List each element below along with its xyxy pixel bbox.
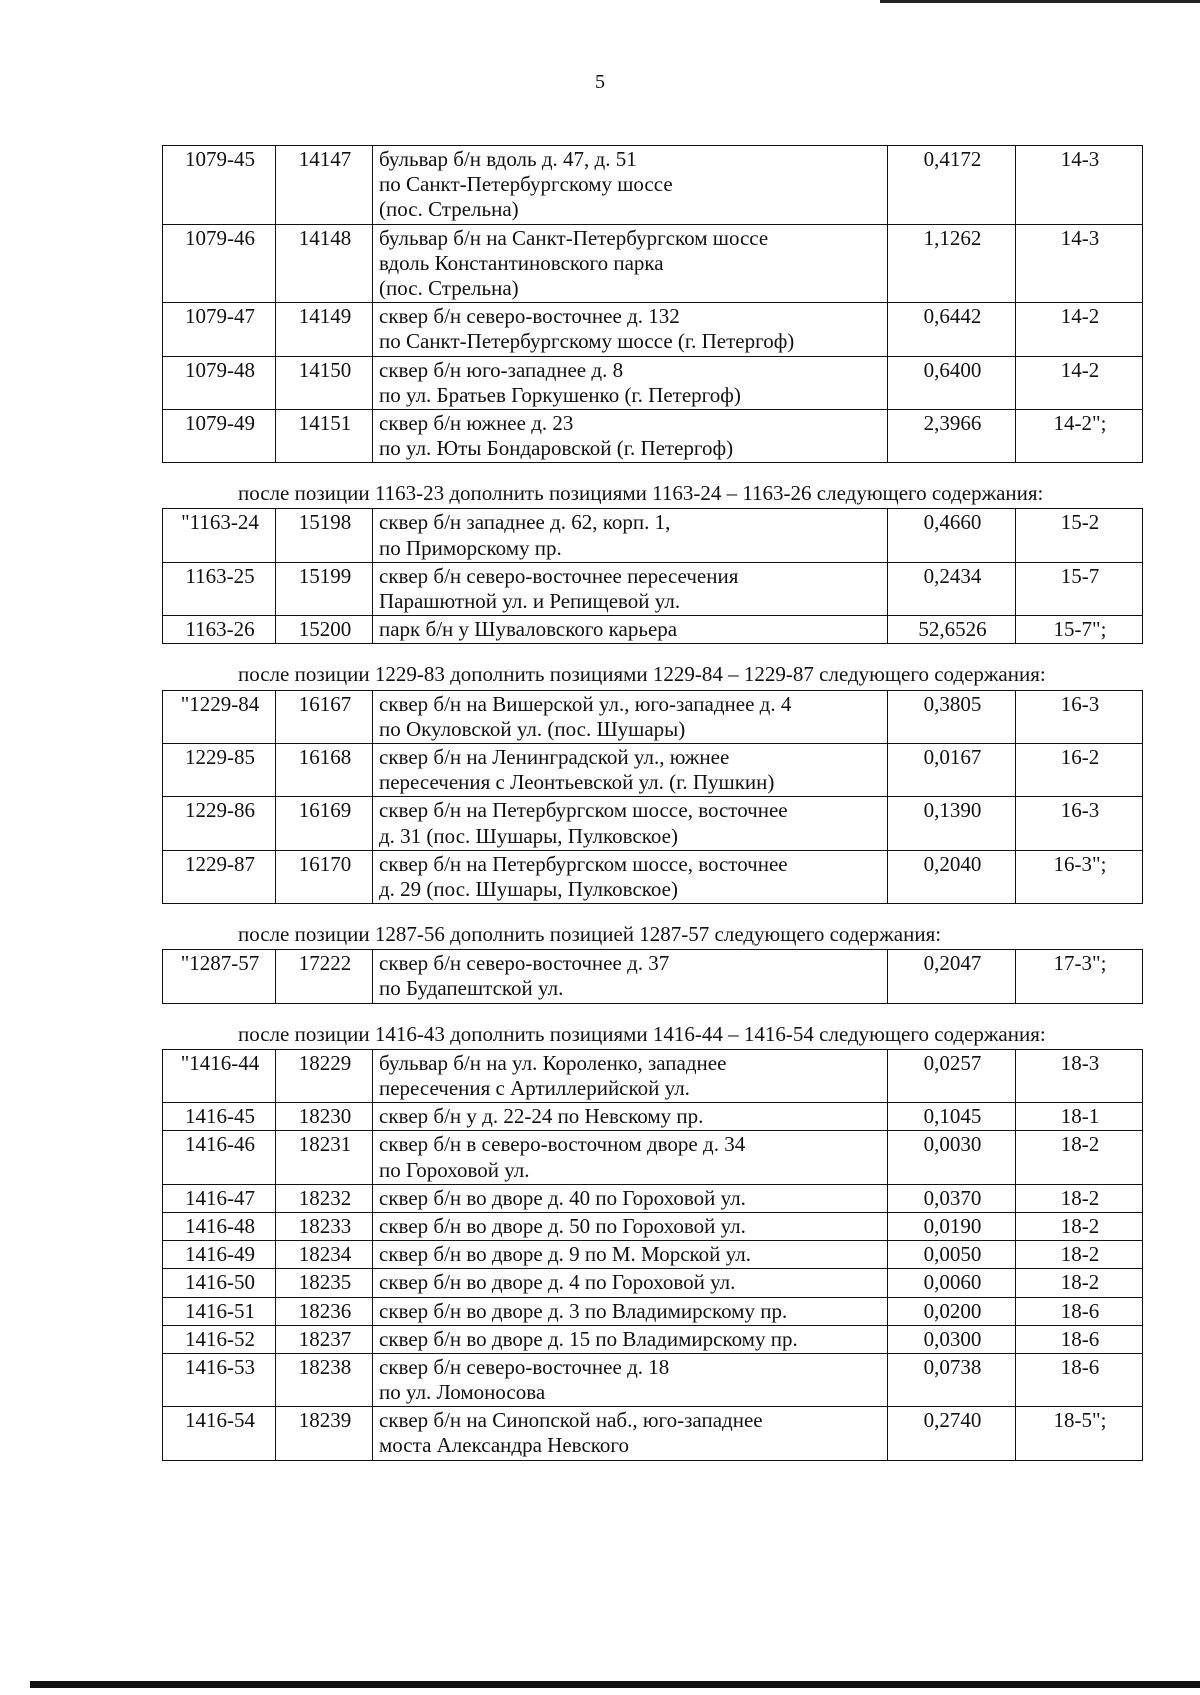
object-number: 18231	[276, 1131, 373, 1184]
description-line: (пос. Стрельна)	[379, 197, 519, 222]
zone-code: 14-2	[1016, 356, 1143, 409]
object-number: 14150	[276, 356, 373, 409]
area-value: 0,0190	[888, 1212, 1016, 1240]
document-body	[162, 145, 1142, 1461]
position-code: "1416-44	[163, 1049, 276, 1102]
description-line: сквер б/н во дворе д. 4 по Гороховой ул.	[379, 1270, 736, 1295]
table-row	[163, 1353, 1143, 1406]
description-line: д. 29 (пос. Шушары, Пулковское)	[379, 876, 678, 901]
description-line: сквер б/н во дворе д. 15 по Владимирскому пр.	[379, 1326, 798, 1351]
area-value: 0,3805	[888, 690, 1016, 743]
object-number: 14149	[276, 303, 373, 356]
description-line: сквер б/н северо-восточнее д. 37	[379, 951, 670, 976]
description-line: сквер б/н северо-восточнее пересечения	[379, 563, 739, 588]
position-code: 1416-47	[163, 1184, 276, 1212]
zone-code: 16-2	[1016, 743, 1143, 796]
zone-code: 18-2	[1016, 1241, 1143, 1269]
description-line: бульвар б/н на Санкт-Петербургском шоссе	[379, 225, 769, 250]
object-number: 18237	[276, 1325, 373, 1353]
area-value: 0,4172	[888, 146, 1016, 225]
table-row	[163, 797, 1143, 850]
object-description	[373, 1407, 888, 1460]
object-number: 18230	[276, 1103, 373, 1131]
positions-table	[162, 508, 1143, 644]
table-row	[163, 562, 1143, 615]
position-code: "1163-24	[163, 509, 276, 562]
table-row	[163, 690, 1143, 743]
table-row	[163, 409, 1143, 462]
object-number: 15199	[276, 562, 373, 615]
position-code: 1416-45	[163, 1103, 276, 1131]
table-row	[163, 1049, 1143, 1102]
zone-code: 15-7";	[1016, 616, 1143, 644]
object-number: 15200	[276, 616, 373, 644]
object-number: 18229	[276, 1049, 373, 1102]
description-line: сквер б/н южнее д. 23	[379, 410, 574, 435]
object-description	[373, 616, 888, 644]
area-value: 0,2434	[888, 562, 1016, 615]
object-description	[373, 1131, 888, 1184]
zone-code: 17-3";	[1016, 950, 1143, 1003]
description-line: бульвар б/н на ул. Короленко, западнее	[379, 1050, 727, 1075]
table-row	[163, 146, 1143, 225]
area-value: 0,6442	[888, 303, 1016, 356]
description-line: по Приморскому пр.	[379, 535, 562, 560]
object-description	[373, 146, 888, 225]
description-line: по Окуловской ул. (пос. Шушары)	[379, 716, 686, 741]
description-line: сквер б/н во дворе д. 3 по Владимирскому пр.	[379, 1298, 788, 1323]
table-row	[163, 950, 1143, 1003]
area-value: 0,2040	[888, 850, 1016, 903]
object-description	[373, 356, 888, 409]
description-line: парк б/н у Шуваловского карьера	[379, 617, 678, 642]
zone-code: 14-3	[1016, 146, 1143, 225]
table-row	[163, 509, 1143, 562]
zone-code: 18-5";	[1016, 1407, 1143, 1460]
zone-code: 14-2";	[1016, 409, 1143, 462]
description-line: сквер б/н на Ленинградской ул., южнее	[379, 744, 730, 769]
area-value: 0,0050	[888, 1241, 1016, 1269]
area-value: 0,1390	[888, 797, 1016, 850]
position-code: 1416-54	[163, 1407, 276, 1460]
position-code: 1079-45	[163, 146, 276, 225]
object-description	[373, 303, 888, 356]
area-value: 0,0060	[888, 1269, 1016, 1297]
section-intro: после позиции 1287-56 дополнить позицией 1287-57 следующего содержания:	[238, 922, 942, 947]
area-value: 0,6400	[888, 356, 1016, 409]
object-description	[373, 797, 888, 850]
section-intro: после позиции 1229-83 дополнить позициями 1229-84 – 1229-87 следующего содержания:	[238, 662, 1046, 687]
object-description	[373, 1212, 888, 1240]
page-number: 5	[595, 71, 605, 93]
description-line: пересечения с Артиллерийской ул.	[379, 1076, 690, 1100]
description-line: сквер б/н северо-восточнее д. 132	[379, 304, 680, 329]
description-line: вдоль Константиновского парка	[379, 250, 664, 275]
area-value: 1,1262	[888, 224, 1016, 303]
zone-code: 18-2	[1016, 1131, 1143, 1184]
description-line: сквер б/н на Вишерской ул., юго-западнее д. 4	[379, 691, 792, 716]
area-value: 2,3966	[888, 409, 1016, 462]
object-number: 15198	[276, 509, 373, 562]
position-code: 1163-26	[163, 616, 276, 644]
position-code: 1416-51	[163, 1297, 276, 1325]
object-description	[373, 224, 888, 303]
object-number: 18233	[276, 1212, 373, 1240]
description-line: по Санкт-Петербургскому шоссе (г. Петергоф)	[379, 329, 795, 354]
zone-code: 18-1	[1016, 1103, 1143, 1131]
position-code: 1229-85	[163, 743, 276, 796]
bottom-rule	[30, 1681, 1200, 1688]
zone-code: 18-3	[1016, 1049, 1143, 1102]
object-number: 16168	[276, 743, 373, 796]
position-code: 1163-25	[163, 562, 276, 615]
description-line: сквер б/н юго-западнее д. 8	[379, 357, 624, 382]
description-line: по ул. Ломоносова	[379, 1380, 546, 1405]
object-number: 14147	[276, 146, 373, 225]
area-value: 0,4660	[888, 509, 1016, 562]
position-code: "1287-57	[163, 950, 276, 1003]
object-number: 18235	[276, 1269, 373, 1297]
position-code: 1229-87	[163, 850, 276, 903]
object-number: 18236	[276, 1297, 373, 1325]
area-value: 0,0200	[888, 1297, 1016, 1325]
object-number: 17222	[276, 950, 373, 1003]
zone-code: 18-2	[1016, 1184, 1143, 1212]
description-line: сквер б/н на Синопской наб., юго-западнее	[379, 1408, 763, 1433]
description-line: по ул. Юты Бондаровской (г. Петергоф)	[379, 436, 734, 461]
zone-code: 16-3";	[1016, 850, 1143, 903]
position-code: 1416-46	[163, 1131, 276, 1184]
table-row	[163, 850, 1143, 903]
description-line: бульвар б/н вдоль д. 47, д. 51	[379, 147, 637, 171]
section-intro: после позиции 1416-43 дополнить позициями 1416-44 – 1416-54 следующего содержания:	[238, 1021, 1046, 1046]
object-number: 16167	[276, 690, 373, 743]
object-description	[373, 950, 888, 1003]
position-code: 1416-50	[163, 1269, 276, 1297]
object-number: 16170	[276, 850, 373, 903]
position-code: 1416-53	[163, 1353, 276, 1406]
table-row	[163, 1297, 1143, 1325]
position-code: 1416-49	[163, 1241, 276, 1269]
table-row	[163, 743, 1143, 796]
object-description	[373, 1269, 888, 1297]
table-row	[163, 1184, 1143, 1212]
object-description	[373, 743, 888, 796]
zone-code: 14-2	[1016, 303, 1143, 356]
position-code: 1229-86	[163, 797, 276, 850]
description-line: Парашютной ул. и Репищевой ул.	[379, 589, 681, 613]
table-row	[163, 224, 1143, 303]
section-intro: после позиции 1163-23 дополнить позициями 1163-24 – 1163-26 следующего содержания:	[238, 481, 1044, 506]
position-code: 1079-47	[163, 303, 276, 356]
area-value: 0,0167	[888, 743, 1016, 796]
object-description	[373, 1103, 888, 1131]
object-number: 18238	[276, 1353, 373, 1406]
description-line: сквер б/н на Петербургском шоссе, восточнее	[379, 851, 788, 876]
area-value: 0,2047	[888, 950, 1016, 1003]
description-line: сквер б/н во дворе д. 9 по М. Морской ул.	[379, 1242, 751, 1267]
zone-code: 18-6	[1016, 1297, 1143, 1325]
positions-table	[162, 1049, 1143, 1461]
zone-code: 15-7	[1016, 562, 1143, 615]
object-description	[373, 562, 888, 615]
description-line: по Будапештской ул.	[379, 976, 564, 1001]
table-row	[163, 356, 1143, 409]
object-description	[373, 1353, 888, 1406]
object-number: 18232	[276, 1184, 373, 1212]
position-code: "1229-84	[163, 690, 276, 743]
positions-table	[162, 690, 1143, 905]
zone-code: 18-2	[1016, 1212, 1143, 1240]
object-description	[373, 1049, 888, 1102]
description-line: (пос. Стрельна)	[379, 275, 519, 300]
zone-code: 16-3	[1016, 690, 1143, 743]
description-line: сквер б/н северо-восточнее д. 18	[379, 1354, 670, 1379]
description-line: д. 31 (пос. Шушары, Пулковское)	[379, 823, 678, 848]
table-row	[163, 1212, 1143, 1240]
zone-code: 18-6	[1016, 1353, 1143, 1406]
table-row	[163, 1325, 1143, 1353]
object-description	[373, 1325, 888, 1353]
area-value: 0,0257	[888, 1049, 1016, 1102]
zone-code: 16-3	[1016, 797, 1143, 850]
zone-code: 15-2	[1016, 509, 1143, 562]
positions-table	[162, 949, 1143, 1003]
area-value: 0,0030	[888, 1131, 1016, 1184]
area-value: 0,2740	[888, 1407, 1016, 1460]
zone-code: 18-6	[1016, 1325, 1143, 1353]
top-rule	[880, 0, 1200, 3]
object-number: 14148	[276, 224, 373, 303]
description-line: сквер б/н у д. 22-24 по Невскому пр.	[379, 1104, 704, 1129]
description-line: по ул. Братьев Горкушенко (г. Петергоф)	[379, 382, 741, 407]
object-number: 18239	[276, 1407, 373, 1460]
object-description	[373, 1241, 888, 1269]
area-value: 52,6526	[888, 616, 1016, 644]
zone-code: 14-3	[1016, 224, 1143, 303]
table-row	[163, 1131, 1143, 1184]
object-number: 18234	[276, 1241, 373, 1269]
table-row	[163, 616, 1143, 644]
position-code: 1416-48	[163, 1212, 276, 1240]
zone-code: 18-2	[1016, 1269, 1143, 1297]
description-line: сквер б/н во дворе д. 50 по Гороховой ул.	[379, 1213, 746, 1238]
description-line: по Санкт-Петербургскому шоссе	[379, 172, 673, 197]
object-description	[373, 509, 888, 562]
position-code: 1079-46	[163, 224, 276, 303]
positions-table	[162, 145, 1143, 463]
table-row	[163, 1241, 1143, 1269]
position-code: 1079-49	[163, 409, 276, 462]
object-description	[373, 1297, 888, 1325]
description-line: сквер б/н в северо-восточном дворе д. 34	[379, 1132, 746, 1157]
object-description	[373, 690, 888, 743]
area-value: 0,1045	[888, 1103, 1016, 1131]
area-value: 0,0738	[888, 1353, 1016, 1406]
object-number: 16169	[276, 797, 373, 850]
description-line: сквер б/н на Петербургском шоссе, восточнее	[379, 798, 788, 823]
table-row	[163, 1103, 1143, 1131]
position-code: 1416-52	[163, 1325, 276, 1353]
description-line: по Гороховой ул.	[379, 1157, 530, 1182]
object-description	[373, 1184, 888, 1212]
table-row	[163, 1269, 1143, 1297]
object-description	[373, 850, 888, 903]
description-line: сквер б/н западнее д. 62, корп. 1,	[379, 510, 671, 535]
table-row	[163, 1407, 1143, 1460]
table-row	[163, 303, 1143, 356]
description-line: моста Александра Невского	[379, 1433, 630, 1458]
description-line: пересечения с Леонтьевской ул. (г. Пушкин)	[379, 770, 775, 795]
position-code: 1079-48	[163, 356, 276, 409]
object-number: 14151	[276, 409, 373, 462]
description-line: сквер б/н во дворе д. 40 по Гороховой ул.	[379, 1185, 746, 1210]
area-value: 0,0370	[888, 1184, 1016, 1212]
object-description	[373, 409, 888, 462]
area-value: 0,0300	[888, 1325, 1016, 1353]
